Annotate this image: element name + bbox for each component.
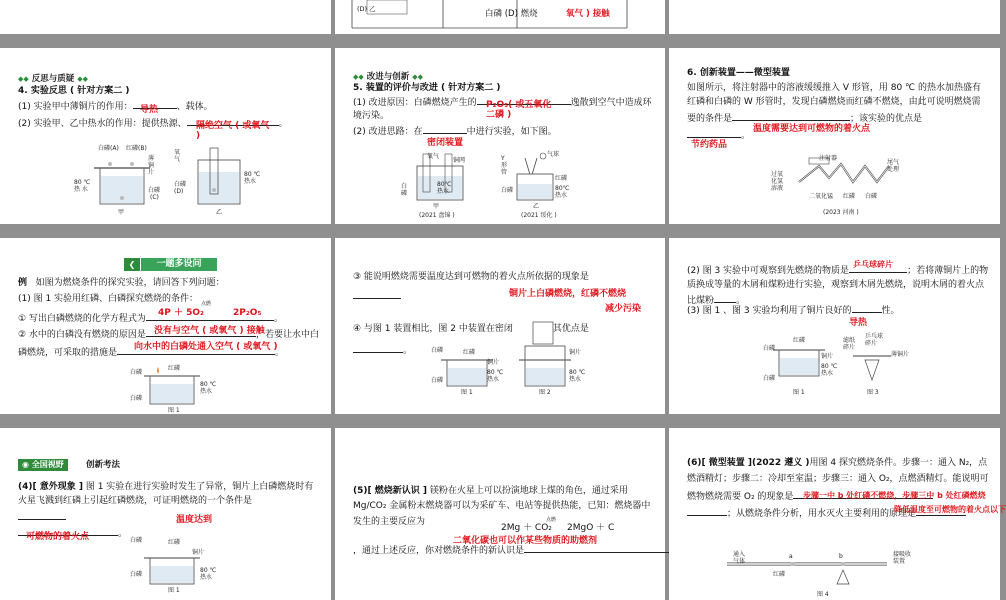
svg-text:气: 气 bbox=[174, 156, 181, 163]
answer-1: 温度需要达到可燃物的着火点 bbox=[753, 124, 871, 134]
equation-left: 2Mg ＋ CO₂ bbox=[501, 523, 552, 533]
svg-text:化氢: 化氢 bbox=[771, 178, 784, 185]
table-cell-answer: 氧气 ) 接触 bbox=[566, 9, 610, 19]
question-title: 5. 装置的评价与改进 ( 针对方案二 ) bbox=[353, 83, 501, 93]
svg-text:80 ℃: 80 ℃ bbox=[200, 381, 217, 388]
equation-right: 2P₂O₅ bbox=[233, 308, 262, 318]
svg-text:Y: Y bbox=[501, 155, 505, 162]
question-3: (3) 图 1 、图 3 实验均利用了铜片良好的 性。 bbox=[687, 302, 900, 317]
answer: 二氧化碳也可以作某些物质的助燃剂 bbox=[453, 536, 598, 546]
svg-text:薄: 薄 bbox=[148, 155, 155, 162]
question-2: (2) 图 3 实验中可观察到先燃烧的物质是 ；若将薄铜片上的物质换成等量的木屑和煤粉进行实验，观察到木屑先燃烧，说明木屑的着火点比煤粉 。 bbox=[687, 262, 991, 309]
question-title: 6. 创新装置——微型装置 bbox=[687, 68, 790, 78]
svg-text:(D): (D) bbox=[174, 188, 184, 195]
svg-text:热水: 热水 bbox=[569, 376, 582, 383]
caption: 图 4 bbox=[817, 591, 829, 598]
svg-text:红磷: 红磷 bbox=[555, 175, 568, 182]
svg-text:气球: 气球 bbox=[547, 151, 560, 158]
eye-icon: ◉ bbox=[22, 460, 29, 469]
diamond-icon: ◆◆ bbox=[412, 73, 424, 81]
svg-text:红磷: 红磷 bbox=[168, 365, 181, 372]
svg-text:(C): (C) bbox=[150, 194, 159, 201]
svg-text:红磷: 红磷 bbox=[843, 193, 856, 200]
caption-3: 图 3 bbox=[867, 389, 879, 396]
svg-text:白磷: 白磷 bbox=[763, 345, 776, 352]
svg-text:红磷: 红磷 bbox=[793, 337, 806, 344]
svg-text:薄铜片: 薄铜片 bbox=[891, 351, 910, 358]
svg-text:铜片: 铜片 bbox=[192, 549, 205, 556]
svg-text:80℃: 80℃ bbox=[555, 185, 570, 192]
question-5-tail: ，通过上述反应，你对燃烧条件的新认识是 bbox=[353, 542, 693, 557]
question-1: (1) 改进原因：白磷燃烧产生的 逸散到空气中造成环境污染。 bbox=[353, 94, 653, 123]
svg-text:处理: 处理 bbox=[887, 166, 900, 173]
apparatus-closed bbox=[397, 148, 587, 220]
answer-1b: 没有与空气 ( 或氧气 ) 接触 bbox=[154, 326, 265, 336]
svg-text:乒乓球: 乒乓球 bbox=[865, 333, 884, 340]
figure-1-3 bbox=[761, 330, 911, 400]
answer-1b-2: 向水中的白磷处通入空气 ( 或氧气 ) bbox=[134, 342, 278, 352]
svg-text:红磷: 红磷 bbox=[463, 349, 476, 356]
section-header: ◆◆ 改进与创新 ◆◆ bbox=[353, 72, 424, 82]
question-1a: ① 写出白磷燃烧的化学方程式为 。 bbox=[18, 310, 283, 325]
figure-1 bbox=[128, 532, 228, 594]
caption: 图 1 bbox=[168, 587, 180, 594]
question-4: (4)[ 意外现象 ] 图 1 实验在进行实验时发生了异常，铜片上白磷燃烧时有火星飞溅到红磷上引起红磷燃烧，可证明燃烧的一个条件是 。 bbox=[18, 482, 314, 540]
svg-text:a: a bbox=[789, 553, 793, 560]
label-yi: 乙 bbox=[216, 209, 223, 216]
answer-b: 可燃物的着火点 bbox=[26, 532, 90, 542]
svg-text:磷: 磷 bbox=[401, 190, 408, 197]
svg-text:80 ℃: 80 ℃ bbox=[569, 369, 586, 376]
svg-text:装置: 装置 bbox=[893, 558, 906, 565]
answer-3: 铜片上白磷燃烧，红磷不燃烧 bbox=[509, 289, 627, 299]
diamond-icon: ◆◆ bbox=[353, 73, 364, 81]
equation-condition: 点燃 bbox=[201, 301, 212, 307]
question-2: (2) 改进思路：在 中进行实验，如下图。 bbox=[353, 123, 557, 138]
svg-text:氧气: 氧气 bbox=[427, 153, 440, 160]
svg-text:热水: 热水 bbox=[821, 370, 834, 377]
svg-text:尾气: 尾气 bbox=[887, 159, 900, 166]
svg-text:热水: 热水 bbox=[487, 376, 500, 383]
question-2: (2) 实验甲、乙中热水的作用：提供热源、 。 bbox=[18, 115, 288, 130]
svg-text:80 ℃: 80 ℃ bbox=[487, 369, 504, 376]
svg-text:白磷: 白磷 bbox=[130, 395, 143, 402]
example-intro: 例 如图为燃烧条件的探究实验，请回答下列问题： bbox=[18, 278, 225, 288]
svg-text:铜: 铜 bbox=[148, 162, 155, 169]
svg-text:80 ℃: 80 ℃ bbox=[821, 363, 838, 370]
slide-reflection bbox=[0, 48, 331, 224]
svg-text:白磷: 白磷 bbox=[174, 181, 187, 188]
caption-a: (2021 盘锦 ) bbox=[419, 212, 455, 219]
svg-text:氧: 氧 bbox=[174, 149, 181, 156]
section-title: 创新考法 bbox=[86, 460, 121, 470]
answer-2: 降低温度至可燃物的着火点以下 bbox=[894, 505, 1006, 514]
diamond-icon: ◆◆ bbox=[77, 75, 89, 83]
svg-text:白磷: 白磷 bbox=[130, 369, 143, 376]
question-body: 如图所示，将注射器中的溶液缓缓推入 V 形管，用 80 ℃ 的热水加热盛有红磷和白磷的 W 形管时，发现白磷燃烧而红磷不燃烧，由此可说明燃烧需要的条件是 ；该实验的优点是 。 bbox=[687, 83, 982, 141]
svg-text:注射器: 注射器 bbox=[819, 155, 838, 162]
slide-example-cont2 bbox=[669, 238, 1000, 414]
figure-1-2 bbox=[429, 320, 589, 398]
svg-text:热 水: 热 水 bbox=[74, 186, 88, 193]
question-6: (6)[ 微型装置 ](2022 遵义 )用图 4 探究燃烧条件。步骤一：通入 N₂，点燃酒精灯；步骤二：冷却至室温；步骤三：通入 O₂，点燃酒精灯。能说明可燃物燃烧需要 O₂ 的现象是 ；从燃烧条件分析，用水灭火主要利用的原理是 bbox=[687, 458, 989, 520]
slide-improvement bbox=[335, 48, 665, 224]
svg-text:铜片: 铜片 bbox=[487, 359, 500, 366]
svg-text:白磷: 白磷 bbox=[865, 193, 878, 200]
svg-text:红磷: 红磷 bbox=[773, 571, 786, 578]
svg-text:片: 片 bbox=[148, 169, 155, 176]
svg-text:乙: 乙 bbox=[533, 203, 540, 210]
question-1: (1) 图 1 实验用红磷、白磷探究燃烧的条件： bbox=[18, 294, 199, 304]
svg-text:二氧化锰: 二氧化锰 bbox=[809, 193, 834, 200]
svg-text:滤纸: 滤纸 bbox=[843, 337, 856, 344]
question-3-blank bbox=[353, 288, 401, 303]
label-jia: 甲 bbox=[118, 209, 125, 216]
svg-text:红磷: 红磷 bbox=[168, 539, 181, 546]
svg-text:热水: 热水 bbox=[555, 192, 568, 199]
w-tube-apparatus bbox=[769, 152, 919, 220]
answer-1: 导热 bbox=[140, 105, 159, 115]
svg-text:热水: 热水 bbox=[244, 178, 257, 185]
slide-1 bbox=[0, 0, 331, 34]
question-1: (1) 实验甲中薄铜片的作用： 、载体。 bbox=[18, 98, 213, 113]
question-5: (5)[ 燃烧新认识 ] 镁粉在火星上可以扮演地球上煤的角色，通过采用 Mg/CO₂ 金属粉末燃烧器可以为采矿车、电站等提供热能，已知：燃烧器中发生的主要反应为 bbox=[353, 486, 651, 527]
svg-text:铜网: 铜网 bbox=[453, 157, 466, 164]
svg-text:白磷(A): 白磷(A) bbox=[98, 145, 119, 152]
answer-2: 乒乓球碎片 bbox=[853, 260, 893, 269]
answer-a: 温度达到 bbox=[176, 515, 213, 525]
apparatus-jia-yi bbox=[70, 140, 270, 216]
figure-1 bbox=[128, 364, 228, 414]
svg-text:白磷: 白磷 bbox=[501, 187, 514, 194]
svg-text:热水: 热水 bbox=[437, 188, 450, 195]
equation-condition: 点燃 bbox=[546, 517, 557, 523]
svg-text:接吸收: 接吸收 bbox=[893, 551, 912, 558]
svg-text:b: b bbox=[839, 553, 843, 560]
question-title: 4. 实验反思 ( 针对方案二 ) bbox=[18, 86, 130, 96]
caption-2: 图 2 bbox=[539, 389, 551, 396]
table-cell-label: 白磷 (D) 燃烧 bbox=[485, 9, 538, 19]
equation-right: 2MgO ＋ C bbox=[567, 523, 615, 533]
figure-4 bbox=[697, 544, 937, 598]
svg-text:80 ℃: 80 ℃ bbox=[244, 171, 261, 178]
banner: 一题多设问 bbox=[141, 258, 217, 271]
slide-micro-apparatus bbox=[669, 48, 1000, 224]
svg-text:溶液: 溶液 bbox=[771, 185, 784, 192]
svg-text:白磷: 白磷 bbox=[763, 375, 776, 382]
question-4-blank: 。 bbox=[353, 342, 412, 357]
svg-text:红磷(B): 红磷(B) bbox=[126, 145, 147, 152]
answer-4: 减少污染 bbox=[605, 304, 642, 314]
svg-text:甲: 甲 bbox=[433, 203, 440, 210]
svg-text:热水: 热水 bbox=[200, 574, 213, 581]
section-header: ◆◆ 反思与质疑 ◆◆ bbox=[18, 74, 89, 84]
slide-example-cont bbox=[335, 238, 665, 414]
svg-text:白磷: 白磷 bbox=[130, 571, 143, 578]
svg-text:白: 白 bbox=[401, 183, 408, 190]
caption-1: 图 1 bbox=[461, 389, 473, 396]
caption-1: 图 1 bbox=[793, 389, 805, 396]
svg-text:80 ℃: 80 ℃ bbox=[74, 179, 91, 186]
svg-text:80℃: 80℃ bbox=[437, 181, 452, 188]
share-icon: ❮ bbox=[124, 258, 140, 271]
svg-text:形: 形 bbox=[501, 162, 508, 169]
equation-left: 4P ＋ 5O₂ bbox=[158, 308, 204, 318]
svg-text:铜片: 铜片 bbox=[821, 353, 834, 360]
svg-text:铜片: 铜片 bbox=[569, 349, 582, 356]
slide-example bbox=[0, 238, 331, 414]
question-3: ③ 能说明燃烧需要温度达到可燃物的着火点所依据的现象是 bbox=[353, 272, 589, 282]
svg-text:管: 管 bbox=[501, 169, 508, 176]
question-1b: ② 水中的白磷没有燃烧的原因是 ，若要让水中白磷燃烧，可采取的措施是 。 bbox=[18, 326, 320, 362]
slide-3 bbox=[669, 0, 1000, 34]
answer-1: 步骤一中 b 处红磷不燃烧，步骤三中 b 处红磷燃烧 bbox=[803, 491, 986, 500]
svg-text:通入: 通入 bbox=[733, 551, 746, 558]
svg-text:80 ℃: 80 ℃ bbox=[200, 567, 217, 574]
svg-text:热水: 热水 bbox=[200, 388, 213, 395]
slide-2 bbox=[335, 0, 665, 34]
table-apparatus-label: (D) 乙 bbox=[357, 5, 376, 13]
diamond-icon: ◆◆ bbox=[18, 75, 29, 83]
slide-national bbox=[0, 428, 331, 600]
answer-3: 导热 bbox=[849, 318, 868, 328]
caption-b: (2021 绥化 ) bbox=[521, 212, 557, 219]
svg-text:白磷: 白磷 bbox=[431, 377, 444, 384]
svg-text:气体: 气体 bbox=[733, 558, 746, 565]
question-4: ④ 与图 1 装置相比，图 2 中装置在密闭 其优点是 bbox=[353, 324, 589, 334]
answer-1: P₂O₅( 或五氧化二磷 ) bbox=[486, 100, 552, 121]
answer-2: 密闭装置 bbox=[427, 138, 464, 148]
svg-text:白磷: 白磷 bbox=[130, 537, 143, 544]
caption: (2023 河南 ) bbox=[823, 209, 859, 216]
svg-text:白磷: 白磷 bbox=[431, 347, 444, 354]
national-tag: ◉ 全国视野 bbox=[18, 459, 68, 471]
svg-text:白磷: 白磷 bbox=[148, 187, 161, 194]
svg-text:碎片: 碎片 bbox=[865, 340, 878, 347]
caption: 图 1 bbox=[168, 407, 180, 414]
svg-text:过氧: 过氧 bbox=[771, 171, 784, 178]
answer-2: 节约药品 bbox=[691, 140, 728, 150]
answer-2: 隔绝空气 ( 或氧气 ) bbox=[196, 121, 270, 142]
slide-new-understanding bbox=[335, 428, 665, 600]
svg-text:碎片: 碎片 bbox=[843, 344, 856, 351]
slide-micro-2022 bbox=[669, 428, 1006, 600]
